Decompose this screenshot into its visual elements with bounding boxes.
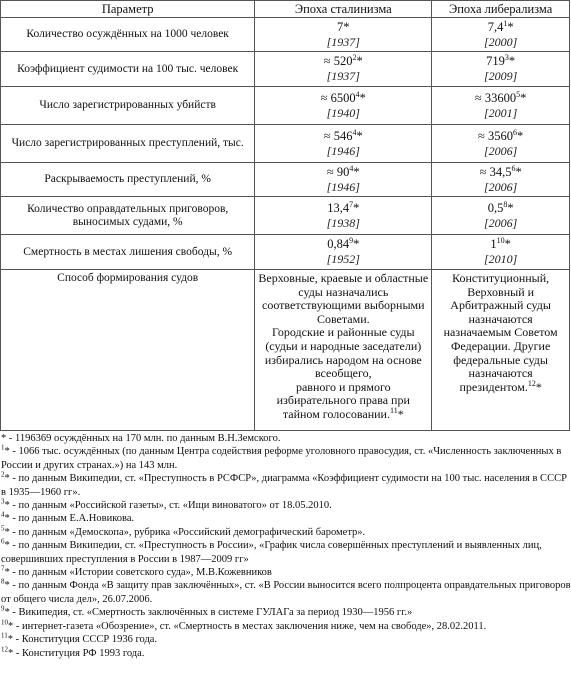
value-line [255, 91, 431, 106]
footnote-text: * - по данным Википедии, ст. «Преступность в России», «График числа совершённых преступлений и выявленных лиц, совершивших преступления в России в 1987—2009 гг» [1, 540, 542, 565]
footnote-text: * - по данным «Истории советского суда», М.В.Кожевников [4, 567, 272, 579]
stalinism-cell [255, 163, 432, 197]
value-number: 719 [486, 54, 505, 68]
court-line: Советами. [316, 311, 370, 326]
court-last-text: президентом. [459, 379, 528, 394]
footnote [1, 499, 571, 512]
footnote-ref: 4 [355, 89, 360, 99]
parameter-cell: Количество осуждённых на 1000 человек [1, 18, 255, 52]
liberalism-cell [432, 87, 570, 125]
footnote-number: 2 [1, 470, 5, 479]
footnote-mark: * [520, 90, 527, 105]
footnote-mark: * [356, 128, 363, 143]
value-number: 90 [336, 164, 350, 179]
table-row [1, 270, 570, 431]
footnote-ref: 10 [496, 235, 505, 245]
value-line [255, 129, 431, 144]
value-line [432, 237, 569, 252]
value-year: [1937] [326, 69, 360, 83]
liberalism-courts-cell [432, 270, 570, 431]
value-line [255, 201, 431, 216]
footnote-ref: 6 [511, 163, 516, 173]
header-liberalism: Эпоха либерализма [432, 1, 570, 18]
footnote-ref: 12 [527, 378, 536, 388]
stalinism-cell [255, 52, 432, 87]
footnote-number: 11 [1, 631, 8, 640]
liberalism-cell [432, 52, 570, 87]
court-line: суды назначались [298, 284, 389, 299]
footnotes [0, 431, 571, 660]
value-line [255, 54, 431, 69]
parameter-cell: Раскрываемость преступлений, % [1, 163, 255, 197]
value-number: 0,5 [487, 200, 504, 215]
footnote-ref: 9 [349, 235, 354, 245]
stalinism-cell [255, 18, 432, 52]
value-number: 6500 [330, 90, 356, 105]
value-line [432, 20, 569, 35]
footnote-text: * - по данным «Российской газеты», ст. «Ищи виноватого» от 18.05.2010. [4, 500, 332, 512]
approx-sign: ≈ [323, 54, 334, 68]
footnote-mark: * [508, 54, 516, 68]
table-row [1, 125, 570, 163]
court-line: федеральные суды [453, 352, 548, 367]
footnote-mark: * [353, 200, 360, 215]
court-last-text: тайном голосовании. [282, 406, 390, 421]
footnote [1, 472, 571, 499]
footnote-number: 10 [1, 618, 8, 627]
value-line [255, 237, 431, 252]
footnote-mark: * [507, 200, 514, 215]
court-line: избирательного права при [276, 393, 410, 408]
value-line [432, 129, 569, 144]
footnote-number: 12 [1, 645, 8, 653]
court-line: всеобщего, [314, 366, 372, 381]
liberalism-cell [432, 125, 570, 163]
footnote-ref: 8 [503, 199, 508, 209]
footnote-number: 1 [1, 443, 5, 452]
footnote-text: * - по данным Фонда «В защиту прав заключённых», ст. «В России выносится всего полпроцента оправдательных приговоров от общего числа дел», 26.07.2006. [1, 580, 571, 605]
approx-sign: ≈ [479, 164, 490, 179]
value-number: 1 [490, 237, 497, 251]
footnote-text: * - 1066 тыс. осуждённых (по данным Центра содействия реформе уголовного правосудия, ст. «Численность заключенных в России и других странах.») на 143 млн. [1, 446, 562, 471]
footnote-mark: * [397, 406, 404, 421]
footnote-mark: * [353, 237, 360, 251]
court-line: Городские и районные суды [272, 325, 415, 340]
footnote-mark: * [535, 379, 542, 394]
value-year: [2001] [483, 105, 518, 120]
approx-sign: ≈ [323, 128, 334, 143]
footnote-number: 9 [1, 604, 5, 613]
footnote-text: * - Конституция СССР 1936 года. [7, 634, 158, 646]
court-line: Конституционный, [452, 271, 550, 285]
footnote-ref: 11 [389, 405, 398, 415]
value-line [255, 20, 431, 35]
footnote [1, 539, 571, 566]
footnote-ref: 2 [352, 52, 357, 62]
value-year: [2006] [483, 143, 518, 158]
value-number: 33600 [484, 90, 517, 105]
footnote-number: 6 [1, 537, 5, 546]
value-number: 13,4 [327, 200, 350, 215]
court-line: равного и прямого [295, 379, 391, 394]
footnote-mark: * [343, 19, 350, 34]
table-row [1, 87, 570, 125]
value-year: [2010] [483, 252, 518, 266]
court-line: назначаемым Советом [443, 325, 558, 340]
value-line [432, 54, 569, 69]
footnote-mark: * [356, 54, 363, 68]
value-year: [1946] [326, 143, 360, 158]
footnote-ref: 6 [513, 127, 517, 137]
footnote-text: * - 1196369 осуждённых на 170 млн. по данным В.Н.Земского. [1, 433, 281, 444]
footnote [1, 633, 571, 646]
stalinism-cell [255, 235, 432, 270]
footnote-text: * - по данным Википедии, ст. «Преступность в РСФСР», диаграмма «Коэффициент судимости на 100 тыс. населения в СССР в 1935—1960 гг». [1, 473, 567, 498]
footnote-text: * - по данным «Демоскопа», рубрика «Российский демографический барометр». [4, 526, 366, 538]
footnote [1, 445, 571, 472]
approx-sign: ≈ [320, 90, 331, 105]
footnote [1, 606, 571, 619]
liberalism-cell [432, 18, 570, 52]
parameter-cell: Способ формирования судов [1, 270, 255, 431]
value-line [432, 91, 569, 106]
approx-sign: ≈ [326, 164, 337, 179]
court-line: соответствующими выборными [262, 298, 425, 313]
footnote [1, 432, 571, 445]
court-text [255, 270, 431, 422]
footnote-text: * - Википедия, ст. «Смертность заключённых в системе ГУЛАГа за период 1930—1956 гг.» [4, 607, 413, 619]
liberalism-cell [432, 197, 570, 235]
footnote-number: 7 [1, 564, 5, 573]
header-parameter: Параметр [1, 1, 255, 18]
footnote-number: 8 [1, 577, 5, 586]
court-line: (судьи и народные заседатели) [265, 338, 422, 353]
footnote [1, 512, 571, 525]
footnote-mark: * [353, 164, 360, 179]
footnote [1, 526, 571, 539]
footnote-mark: * [504, 237, 511, 251]
table-row [1, 52, 570, 87]
footnote [1, 620, 571, 633]
court-line: назначаются [468, 311, 533, 326]
parameter-cell: Число зарегистрированных преступлений, тыс. [1, 125, 255, 163]
value-number: 3560 [488, 128, 513, 143]
value-line [432, 201, 569, 216]
liberalism-cell [432, 235, 570, 270]
footnote [1, 566, 571, 579]
approx-sign: ≈ [478, 128, 488, 143]
stalinism-cell [255, 87, 432, 125]
value-year: [1946] [326, 179, 360, 194]
value-number: 7 [337, 19, 344, 34]
footnote-mark: * [359, 90, 366, 105]
value-year: [1940] [326, 105, 360, 120]
table-row [1, 197, 570, 235]
stalinism-cell [255, 197, 432, 235]
parameter-cell: Смертность в местах лишения свободы, % [1, 235, 255, 270]
value-year: [2006] [483, 179, 518, 194]
value-line [255, 165, 431, 180]
value-year: [1952] [326, 252, 360, 266]
footnote-ref: 1 [503, 18, 508, 28]
footnote-ref: 3 [504, 52, 509, 62]
footnote-mark: * [507, 19, 514, 34]
table-row [1, 18, 570, 52]
footnote-text: * - интернет-газета «Обозрение», ст. «Смертность в местах заключения ниже, чем на свободе», 28.02.2011. [8, 620, 487, 632]
court-line: Верховные, краевые и областные [258, 271, 429, 285]
court-line [255, 405, 431, 422]
court-line: Верховный и [467, 284, 535, 299]
footnote-ref: 4 [349, 163, 354, 173]
court-line: Федерации. Другие [450, 338, 551, 353]
footnote [1, 647, 571, 660]
footnote-mark: * [515, 164, 522, 179]
value-line [432, 165, 569, 180]
footnote-ref: 5 [516, 89, 521, 99]
value-year: [1937] [326, 34, 360, 49]
value-year: [1938] [326, 215, 360, 230]
footnote-text: * - по данным Е.А.Новикова. [4, 513, 135, 525]
value-number: 7,4 [487, 19, 504, 34]
header-stalinism: Эпоха сталинизма [255, 1, 432, 18]
table-row [1, 235, 570, 270]
court-line: назначаются [468, 366, 533, 381]
court-line: избирались народом на основе [264, 352, 422, 367]
value-number: 520 [333, 54, 353, 68]
court-line: Арбитражный суды [450, 298, 551, 313]
parameter-cell: Число зарегистрированных убийств [1, 87, 255, 125]
footnote-number: 4 [1, 510, 5, 519]
footnote-ref: 7 [349, 199, 354, 209]
table-row [1, 163, 570, 197]
footnote-number: 3 [1, 497, 5, 506]
court-text [432, 270, 569, 394]
footnote-mark: * [517, 128, 524, 143]
footnote [1, 579, 571, 606]
value-year: [2000] [483, 34, 518, 49]
stalinism-cell [255, 125, 432, 163]
value-year: [2006] [483, 215, 518, 230]
parameter-cell: Коэффициент судимости на 100 тыс. человек [1, 52, 255, 87]
footnote-ref: 4 [352, 127, 357, 137]
approx-sign: ≈ [474, 90, 485, 105]
court-line [432, 378, 569, 395]
parameter-cell: Количество оправдательных приговоров, выносимых судами, % [1, 197, 255, 235]
footnote-text: * - Конституция РФ 1993 года. [8, 647, 145, 659]
value-number: 34,5 [489, 164, 512, 179]
value-number: 546 [333, 128, 353, 143]
stalinism-courts-cell [255, 270, 432, 431]
liberalism-cell [432, 163, 570, 197]
footnote-number: 5 [1, 524, 5, 533]
table-header-row [1, 1, 570, 18]
value-year: [2009] [483, 69, 518, 83]
value-number: 0,84 [327, 237, 350, 251]
